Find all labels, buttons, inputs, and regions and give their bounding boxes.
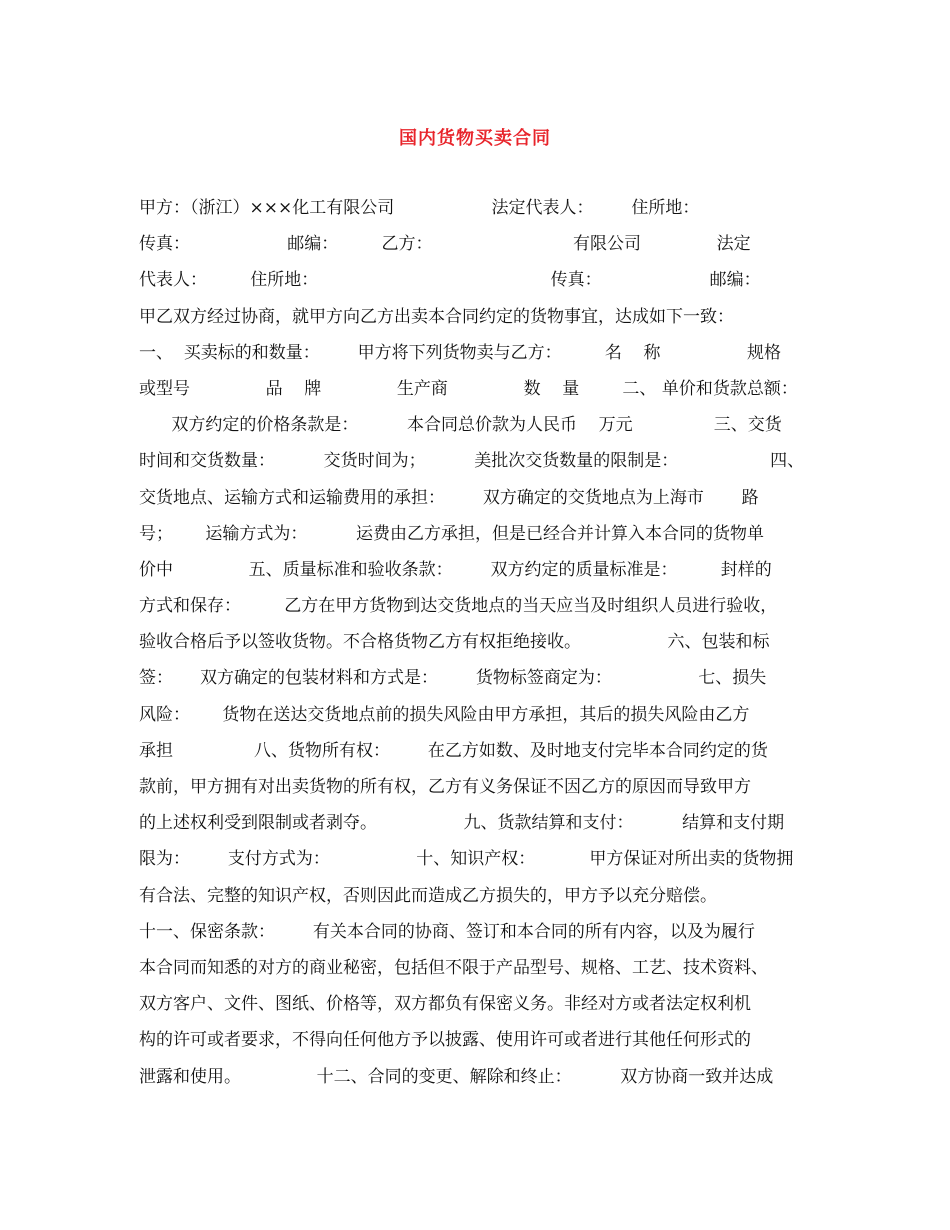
text-line: 交货地点、运输方式和运输费用的承担： 双方确定的交货地点为上海市 路 — [139, 487, 759, 508]
text-line: 十一、保密条款： 有关本合同的协商、签订和本合同的所有内容，以及为履行 — [139, 921, 755, 942]
text-line: 甲方：（浙江）×××化工有限公司 法定代表人： 住所地： — [139, 198, 700, 218]
text-line: 承担 八、货物所有权： 在乙方如数、及时地支付完毕本合同约定的货 — [139, 740, 768, 761]
text-line: 甲乙双方经过协商，就甲方向乙方出卖本合同约定的货物事宜，达成如下一致： — [139, 306, 734, 327]
text-line: 传真： 邮编： 乙方： 有限公司 法定 — [139, 234, 751, 255]
text-line: 本合同而知悉的对方的商业秘密，包括但不限于产品型号、规格、工艺、技术资料、 — [139, 957, 768, 978]
text-line: 泄露和使用。 十二、合同的变更、解除和终止： 双方协商一致并达成 — [139, 1066, 774, 1087]
document-title: 国内货物买卖合同 — [399, 128, 551, 149]
text-line: 签： 双方确定的包装材料和方式是： 货物标签商定为： 七、损失 — [139, 668, 767, 689]
text-line: 或型号 品 牌 生产商 数 量 二、 单价和货款总额： — [139, 378, 798, 399]
text-line: 双方约定的价格条款是： 本合同总价款为人民币 万元 三、交货 — [139, 415, 782, 436]
text-line: 一、 买卖标的和数量： 甲方将下列货物卖与乙方： 名 称 规格 — [139, 342, 781, 363]
text-line: 双方客户、文件、图纸、价格等，双方都负有保密义务。非经对方或者法定权利机 — [139, 994, 751, 1015]
text-line: 方式和保存： 乙方在甲方货物到达交货地点的当天应当及时组织人员进行验收， — [139, 596, 778, 617]
text-line: 风险： 货物在送达交货地点前的损失风险由甲方承担，其后的损失风险由乙方 — [139, 704, 750, 725]
text-line: 限为： 支付方式为： 十、知识产权： 甲方保证对所出卖的货物拥 — [139, 849, 794, 870]
text-line: 构的许可或者要求，不得向任何他方予以披露、使用许可或者进行其他任何形式的 — [139, 1030, 751, 1051]
text-line: 价中 五、质量标准和验收条款： 双方约定的质量标准是： 封样的 — [139, 559, 772, 580]
text-line: 有合法、完整的知识产权，否则因此而造成乙方损失的，甲方予以充分赔偿。 — [139, 885, 717, 906]
text-line: 的上述权利受到限制或者剥夺。 九、货款结算和支付： 结算和支付期 — [139, 813, 785, 834]
contract-body — [139, 190, 816, 1095]
text-line: 时间和交货数量： 交货时间为； 美批次交货数量的限制是： 四、 — [139, 451, 805, 472]
text-line: 款前，甲方拥有对出卖货物的所有权，乙方有义务保证不因乙方的原因而导致甲方 — [139, 777, 751, 797]
text-line: 号； 运输方式为： 运费由乙方承担，但是已经合并计算入本合同的货物单 — [139, 523, 765, 544]
text-line: 验收合格后予以签收货物。不合格货物乙方有权拒绝接收。 六、包装和标 — [139, 632, 770, 653]
text-line: 代表人： 住所地： 传真： 邮编： — [139, 270, 761, 291]
